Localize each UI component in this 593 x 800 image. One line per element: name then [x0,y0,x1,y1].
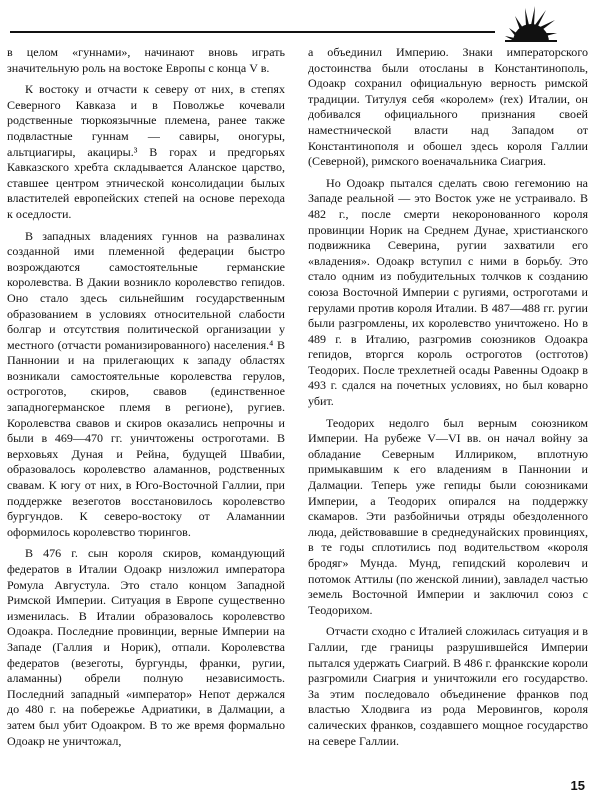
left-text-column [7,45,285,755]
paragraph: К востоку и отчасти к северу от них, в степях Северного Кавказа и в Поволжье кочевали родственные тюркоязычные племена, ранее также подвластные гуннам — савиры, оногуры, альтциагиры, акациры.³ В горах и предгорьях Кавказского хребта складывается Аланское царство, ставшее центром этнической консолидации былых властителей европейских степей на основе перехода к оседлости. [7,82,285,221]
header-rule [10,31,495,33]
sun-ornament-icon [505,4,557,42]
paragraph: а объединил Империю. Знаки императорского достоинства были отосланы в Константинополь, Одоакр сохранил официальную верность римской традиции. Титулуя себя «королем» (rex) Италии, он добивался официального признания своей наместнической власти над Западом от Константинополя и обошел здесь короля Галлии (Северной), римского военачальника Сиагрия. [308,45,588,169]
paragraph: в целом «гуннами», начинают вновь играть значительную роль на востоке Европы с конца V в. [7,45,285,75]
paragraph: В 476 г. сын короля скиров, командующий федератов в Италии Одоакр низложил императора Ромула Августула. Это стало концом Западной Римской Империи. Ситуация в Европе существенно изменилась. В Италии образовалось королевство Одоакра. Последние провинции, верные Империи на Западе (Галлия и Норик), отпали. Королевства федератов (везеготы, бургунды, франки, ругии, аламанны) обрели полную независимость. Последний западный «император» Непот держался до 480 г. на побережье Адриатики, в Далмации, а затем был убит Одоакром. В то же время формально Одоакр не уничтожал, [7,546,285,748]
page-number: 15 [570,778,585,793]
right-text-column [308,45,588,755]
paragraph: В западных владениях гуннов на развалинах созданной ими племенной федерации быстро возрождаются самостоятельные германские королевства. В Дакии возникло королевство гепидов. Оно стало здесь сильнейшим государственным образованием в условиях относительной слабости болгар и отсутствия политической организации у местного (отчасти романизированного) населения.⁴ В Паннонии и на прилегающих к западу областях возникали самостоятельные королевства герулов, остроготов, скиров, свавов (единственное западногерманское племя в регионе), ругиев. Королевства свавов и скиров оказались непрочны и были в 469—470 гг. уничтожены остроготами. В верховьях Дуная и Рейна, будущей Швабии, образовалось королевство аламаннов, родственных свавам. К югу от них, в Юго-Восточной Галлии, при поддержке везеготов восстановилось королевство бургундов. К северо-востоку от Аламаннии оформилось королевство тюрингов. [7,228,285,539]
paragraph: Теодорих недолго был верным союзником Империи. На рубеже V—VI вв. он начал войну за обладание Северным Иллириком, вплотную примыкавшим к его владениям в Паннонии и Далмации. Теперь уже гепиды были союзниками Империи, а Теодорих опирался на поддержку скамаров. Эти разбойничьи отряды обездоленного люда, действовавшие в среднедунайских провинциях, в те годы сплотились под водительством «короля бродяг» Мунда. Мунд, гепидский королевич и потомок Аттилы (по женской линии), завладел частью земель Восточной Империи и заключил союз с Теодорихом. [308,415,588,617]
paragraph: Но Одоакр пытался сделать свою гегемонию на Западе реальной — это Восток уже не устраивало. В 482 г., после смерти некоронованного короля провинции Норик на Среднем Дунае, христианского подвижника Северина, ругии захватили его «владения». Одоакр вступил с ними в борьбу. Это стало одним из побудительных толчков к созданию союза Восточной Империи с ругиями, остроготами и герулами против короля Италии. В 487—488 гг. ругии были разгромлены, их королевство уничтожено. Но в 489 г. в Италию, разгромив союзников Одоакра гепидов, вторгся король остроготов (остготов) Теодорих. После трехлетней осады Равенны Одоакр в 493 г. сдался на почетных условиях, но был коварно убит. [308,175,588,409]
paragraph: Отчасти сходно с Италией сложилась ситуация и в Галлии, где границы разрушившейся Империи пытался удержать Сиагрий. В 486 г. франкские короли разгромили Сиагрия и уничтожили его государство. За этим последовало объединение франков под властью Хлодвига из рода Меровингов, короля салических франков, создавшего мощное государство на севере Галлии. [308,624,588,748]
